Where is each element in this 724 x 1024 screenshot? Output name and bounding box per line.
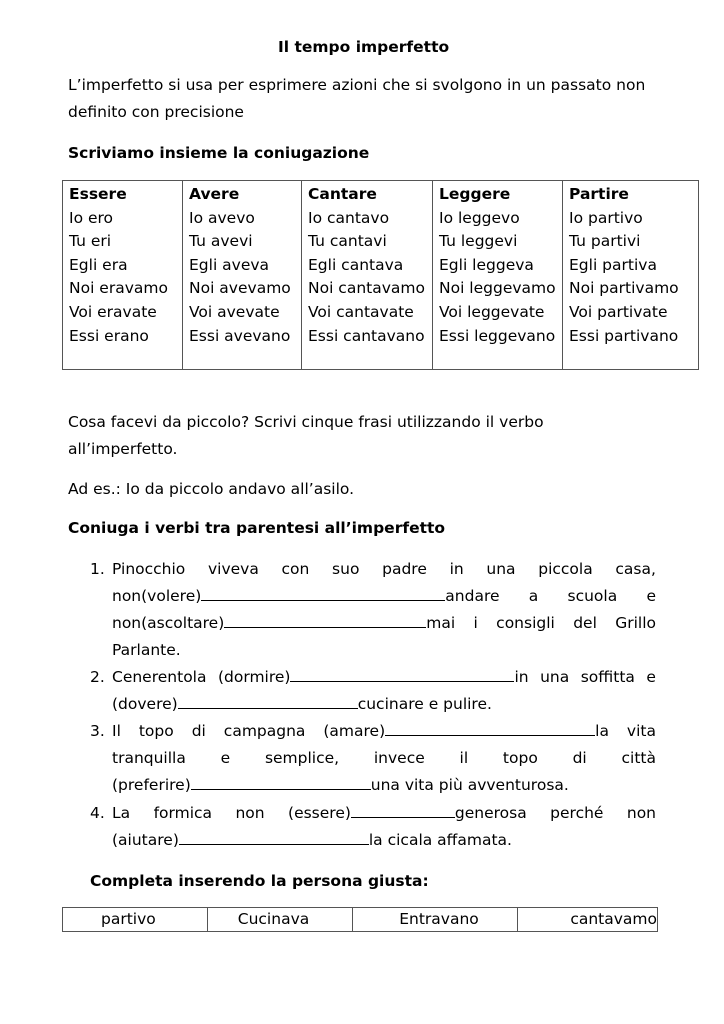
question-line-1: Cosa facevi da piccolo? Scrivi cinque frasi utilizzando il verbo [68, 413, 544, 431]
persona-word-table [62, 907, 658, 932]
persona-word: Cucinava [237, 910, 310, 928]
exercise-2-line-1 [112, 664, 656, 691]
verb-prompt: (aiutare) [112, 831, 179, 849]
persona-word-cell [518, 908, 658, 932]
conj-col-cantare [302, 181, 433, 370]
answer-blank[interactable] [224, 611, 426, 628]
verb-form: Noi eravamo [69, 279, 168, 298]
answer-slot [112, 587, 500, 605]
verb-form: Noi partivamo [569, 279, 679, 298]
verb-form: Tu leggevi [439, 232, 518, 251]
verb-form: Egli era [69, 255, 128, 274]
verb-form: Tu partivi [569, 232, 641, 251]
verb-form: Essi partivano [569, 326, 679, 345]
word: mai [426, 614, 456, 632]
word: tranquilla [112, 749, 186, 767]
persona-heading: Completa inserendo la persona giusta: [90, 872, 429, 890]
word: padre [382, 560, 427, 578]
verb-form: Io partivo [569, 208, 643, 227]
exercise-number: 4. [90, 804, 105, 822]
exercise-number: 2. [90, 668, 105, 686]
word: e [646, 668, 656, 686]
example-sentence: Ad es.: Io da piccolo andavo all’asilo. [68, 480, 355, 498]
word: topo [138, 722, 174, 740]
verb-form: Io ero [69, 208, 114, 227]
answer-slot [218, 668, 529, 686]
verb-prompt: (dovere) [112, 695, 178, 713]
exercise-1-line-1 [112, 556, 656, 583]
verb-form: Essi avevano [189, 326, 291, 345]
conjugation-table [62, 180, 699, 370]
exercise-3-line-1 [112, 718, 656, 745]
verb-form: Noi leggevamo [439, 279, 556, 298]
answer-slot [112, 614, 455, 632]
word: casa, [615, 560, 656, 578]
verb-header: Leggere [439, 185, 511, 203]
exercise-1-line-2 [112, 583, 656, 610]
word: Il [112, 722, 121, 740]
conj-col-leggere [433, 181, 563, 370]
verb-form: Voi partivate [569, 302, 668, 321]
persona-word-cell [353, 908, 518, 932]
verb-form: Io leggevo [439, 208, 520, 227]
conj-col-partire [563, 181, 699, 370]
exercise-number: 1. [90, 560, 105, 578]
exercise-1-line-3 [112, 610, 656, 637]
verb-form: Io avevo [189, 208, 255, 227]
word: andare [445, 587, 500, 605]
word: in [449, 560, 464, 578]
exercise-number: 3. [90, 722, 105, 740]
word: in [514, 668, 529, 686]
verb-prompt: (dormire) [217, 668, 291, 686]
word: una [540, 668, 570, 686]
verb-form: Essi erano [69, 326, 149, 345]
word: la [595, 722, 609, 740]
verb-prompt: (preferire) [112, 776, 191, 794]
answer-slot [323, 722, 609, 740]
verb-header: Avere [189, 185, 240, 203]
persona-word: cantavamo [570, 910, 657, 928]
answer-blank[interactable] [351, 801, 455, 818]
word: di [572, 749, 587, 767]
verb-form: Egli partiva [569, 255, 657, 274]
exercise-3-line-2 [112, 745, 656, 772]
verb-header: Partire [569, 185, 629, 203]
verb-form: Essi leggevano [439, 326, 556, 345]
word: una [486, 560, 516, 578]
word: con [281, 560, 310, 578]
exercise-heading: Coniuga i verbi tra parentesi all’imperfetto [68, 519, 446, 537]
exercise-4-line-2 [112, 827, 656, 854]
word: piccola [538, 560, 593, 578]
verb-form: Essi cantavano [308, 326, 425, 345]
conj-col-avere [183, 181, 302, 370]
word: il [459, 749, 469, 767]
word: invece [373, 749, 425, 767]
word: consigli [496, 614, 555, 632]
verb-form: Tu eri [69, 232, 112, 251]
word: perché [550, 804, 604, 822]
word: di [191, 722, 206, 740]
persona-word: partivo [101, 910, 156, 928]
answer-blank[interactable] [290, 665, 514, 682]
verb-form: Noi cantavamo [308, 279, 425, 298]
word: Parlante. [112, 641, 181, 659]
verb-prompt: (essere) [288, 804, 351, 822]
verb-header: Essere [69, 185, 127, 203]
page-title: Il tempo imperfetto [278, 38, 450, 56]
persona-word: Entravano [399, 910, 479, 928]
exercise-1-line-4 [112, 637, 656, 664]
word: del [573, 614, 597, 632]
word: Pinocchio [112, 560, 186, 578]
word: una vita più avventurosa. [370, 776, 569, 794]
word: viveva [207, 560, 259, 578]
verb-form: Voi avevate [189, 302, 280, 321]
answer-slot [288, 804, 527, 822]
intro-line-1: L’imperfetto si usa per esprimere azioni che si svolgono in un passato non [68, 76, 646, 94]
word: La [112, 804, 131, 822]
word: formica [153, 804, 213, 822]
word: a [528, 587, 539, 605]
verb-form: Io cantavo [308, 208, 390, 227]
verb-header: Cantare [308, 185, 377, 203]
word: vita [626, 722, 656, 740]
answer-blank[interactable] [178, 692, 358, 709]
word: topo [502, 749, 538, 767]
verb-form: Voi leggevate [439, 302, 545, 321]
word: campagna [223, 722, 306, 740]
verb-form: Egli aveva [189, 255, 270, 274]
exercise-3-line-3 [112, 772, 656, 799]
verb-form: Tu cantavi [308, 232, 387, 251]
word: e [646, 587, 656, 605]
verb-form: Voi cantavate [308, 302, 414, 321]
conj-col-essere [63, 181, 183, 370]
word: cucinare e pulire. [357, 695, 492, 713]
verb-form: Tu avevi [189, 232, 253, 251]
intro-line-2: definito con precisione [68, 103, 244, 121]
word: la cicala affamata. [368, 831, 512, 849]
verb-form: Voi eravate [69, 302, 157, 321]
word: città [621, 749, 656, 767]
verb-form: Egli leggeva [439, 255, 534, 274]
word: non [235, 804, 265, 822]
answer-blank[interactable] [191, 773, 371, 790]
verb-prompt: (amare) [323, 722, 386, 740]
word: generosa [454, 804, 527, 822]
verb-form: Noi avevamo [189, 279, 291, 298]
word: e [220, 749, 231, 767]
verb-form: Egli cantava [308, 255, 404, 274]
conjugation-heading: Scriviamo insieme la coniugazione [68, 144, 370, 162]
word: suo [332, 560, 360, 578]
question-line-2: all’imperfetto. [68, 440, 178, 458]
answer-blank[interactable] [179, 828, 369, 845]
word: non [626, 804, 657, 822]
word: scuola [567, 587, 618, 605]
word: Cenerentola [112, 668, 207, 686]
word: Grillo [615, 614, 657, 632]
persona-word-cell [63, 908, 208, 932]
answer-blank[interactable] [201, 584, 445, 601]
word: i [473, 614, 478, 632]
verb-prompt: non(volere) [112, 587, 202, 605]
verb-prompt: non(ascoltare) [112, 614, 225, 632]
word: semplice, [264, 749, 340, 767]
word: soffitta [580, 668, 635, 686]
exercise-2-line-2 [112, 691, 656, 718]
persona-word-cell [207, 908, 352, 932]
answer-blank[interactable] [385, 719, 595, 736]
exercise-4-line-1 [112, 800, 656, 827]
